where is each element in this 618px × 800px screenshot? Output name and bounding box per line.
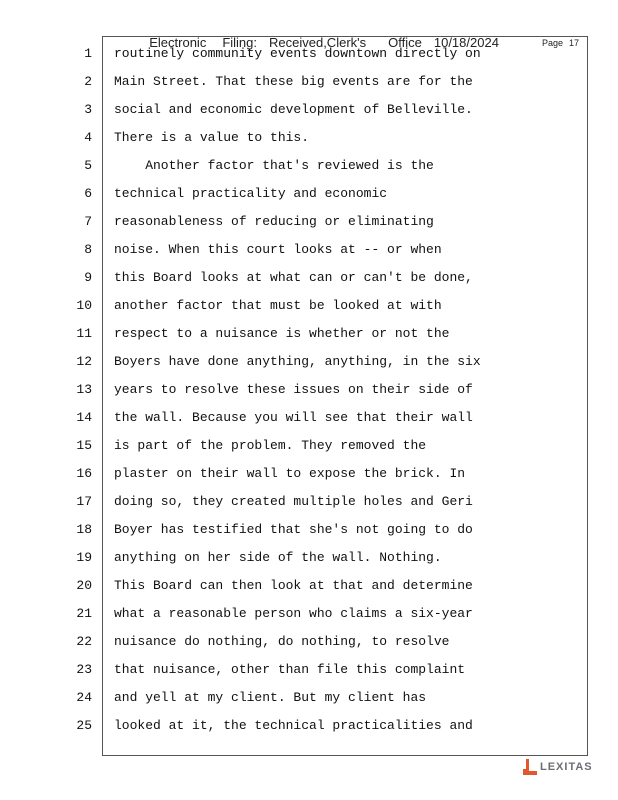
- transcript-text: [114, 40, 584, 740]
- transcript-line: this Board looks at what can or can't be done,: [114, 270, 473, 285]
- line-number: 25: [76, 718, 92, 733]
- line-number: 17: [76, 494, 92, 509]
- line-number: 7: [84, 214, 92, 229]
- line-number: 18: [76, 522, 92, 537]
- transcript-line: that nuisance, other than file this complaint: [114, 662, 466, 677]
- line-number: 15: [76, 438, 92, 453]
- line-number: 22: [76, 634, 92, 649]
- page-label: Page: [541, 38, 563, 48]
- transcript-line: Main Street. That these big events are for the: [114, 74, 473, 89]
- transcript-line: noise. When this court looks at -- or when: [114, 242, 442, 257]
- transcript-line: what a reasonable person who claims a six-year: [114, 606, 473, 621]
- page-number-value: 17: [568, 38, 579, 48]
- lexitas-logo: [523, 758, 593, 776]
- transcript-line: respect to a nuisance is whether or not the: [114, 326, 450, 341]
- header-electronic: Electronic: [149, 35, 207, 50]
- line-number-column: [70, 40, 92, 740]
- line-number: 24: [76, 690, 92, 705]
- transcript-line: years to resolve these issues on their side of: [114, 382, 473, 397]
- header-office: Office: [388, 35, 422, 50]
- line-number: 13: [76, 382, 92, 397]
- transcript-line: nuisance do nothing, do nothing, to resolve: [114, 634, 450, 649]
- transcript-line: routinely community events downtown directly on: [114, 46, 481, 61]
- line-number: 2: [84, 74, 92, 89]
- line-number: 14: [76, 410, 92, 425]
- header-date: 10/18/2024: [433, 35, 499, 50]
- transcript-line: technical practicality and economic: [114, 186, 388, 201]
- transcript-line: social and economic development of Belleville.: [114, 102, 473, 117]
- transcript-line: is part of the problem. They removed the: [114, 438, 427, 453]
- transcript-line: This Board can then look at that and determine: [114, 578, 473, 593]
- line-number: 16: [76, 466, 92, 481]
- line-number: 3: [84, 102, 92, 117]
- line-number: 11: [76, 326, 92, 341]
- header-received: Received,Clerk's: [269, 35, 367, 50]
- transcript-line: Boyer has testified that she's not going to do: [114, 522, 473, 537]
- lexitas-logo-text: LEXITAS: [540, 761, 593, 773]
- header-filing: Filing:: [222, 35, 257, 50]
- line-number: 21: [76, 606, 92, 621]
- transcript-line: reasonableness of reducing or eliminating: [114, 214, 434, 229]
- line-number: 1: [84, 46, 92, 61]
- line-number: 6: [84, 186, 92, 201]
- transcript-line: another factor that must be looked at with: [114, 298, 442, 313]
- line-number: 5: [84, 158, 92, 173]
- line-number: 19: [76, 550, 92, 565]
- transcript-line: looked at it, the technical practicalities and: [114, 718, 473, 733]
- lexitas-logo-mark: [523, 759, 537, 775]
- line-number: 23: [76, 662, 92, 677]
- line-number: 12: [76, 354, 92, 369]
- transcript-line: and yell at my client. But my client has: [114, 690, 427, 705]
- line-number: 10: [76, 298, 92, 313]
- line-number: 9: [84, 270, 92, 285]
- line-number: 20: [76, 578, 92, 593]
- transcript-line: anything on her side of the wall. Nothing.: [114, 550, 442, 565]
- transcript-line: plaster on their wall to expose the brick. In: [114, 466, 466, 481]
- transcript-line: the wall. Because you will see that their wall: [114, 410, 473, 425]
- line-number: 4: [84, 130, 92, 145]
- transcript-line: Boyers have done anything, anything, in the six: [114, 354, 481, 369]
- transcript-line: There is a value to this.: [114, 130, 310, 145]
- line-number: 8: [84, 242, 92, 257]
- transcript-line: Another factor that's reviewed is the: [114, 158, 434, 173]
- transcript-line: doing so, they created multiple holes and Geri: [114, 494, 473, 509]
